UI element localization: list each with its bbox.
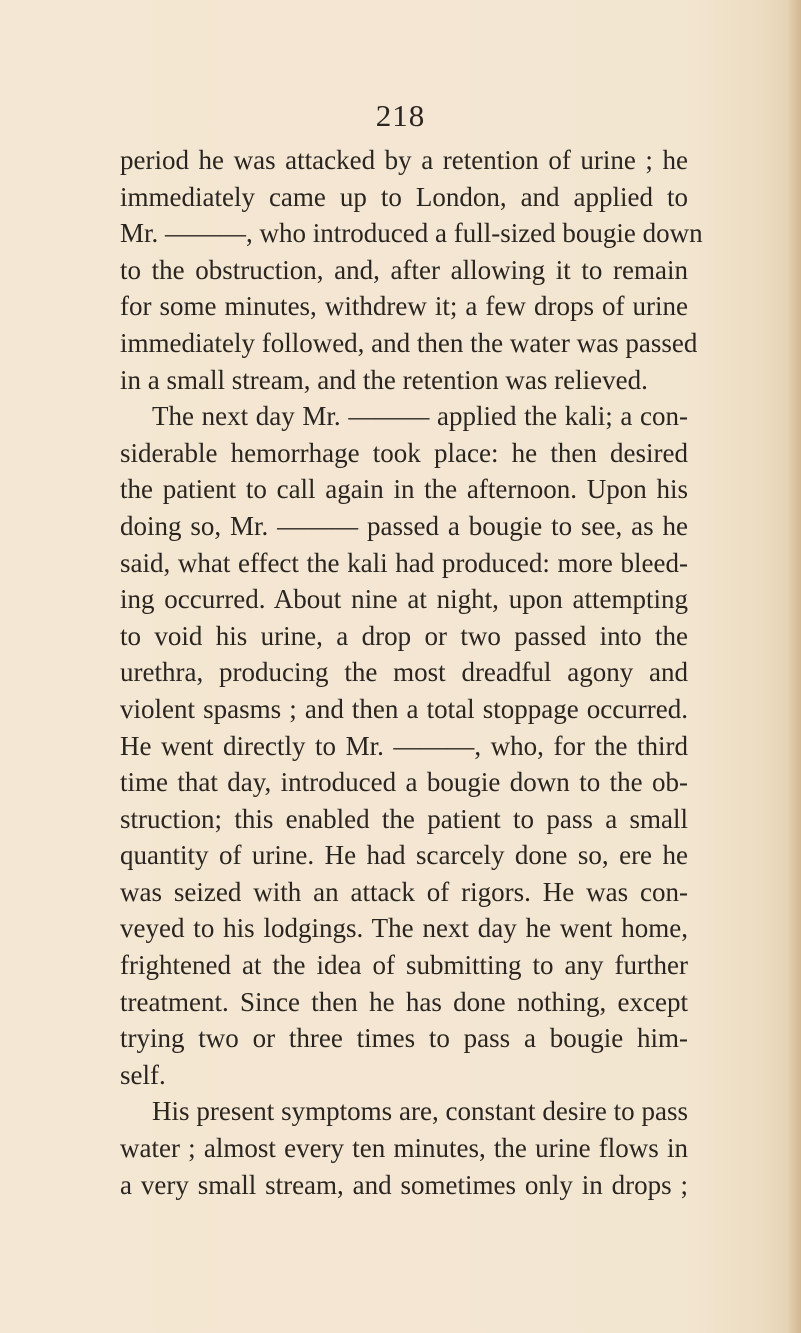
page-number: 218 — [375, 98, 426, 133]
text-line: He went directly to Mr. ———, who, for the third — [120, 730, 688, 761]
text-line: immediately followed, and then the water was passed — [120, 327, 698, 358]
text-line: frightened at the idea of submitting to any further — [120, 950, 688, 981]
text-line: self. — [120, 1059, 166, 1090]
text-line: period he was attacked by a retention of urine ; he — [120, 145, 688, 175]
text-line: a very small stream, and sometimes only in drops ; — [120, 1169, 688, 1200]
text-line: trying two or three times to pass a bougie him- — [120, 1023, 688, 1054]
text-line: said, what effect the kali had produced: more bleed- — [120, 547, 688, 578]
text-line: ing occurred. About nine at night, upon attempting — [120, 584, 688, 615]
body-text — [120, 142, 703, 1203]
text-line: immediately came up to London, and applied to — [120, 181, 688, 212]
text-line: veyed to his lodgings. The next day he went home, — [120, 913, 688, 944]
text-line: Mr. ———, who introduced a full-sized bougie down — [120, 218, 703, 249]
text-line: siderable hemorrhage took place: he then desired — [120, 437, 688, 468]
text-line: to the obstruction, and, after allowing it to remain — [120, 254, 688, 285]
text-line: the patient to call again in the afternoon. Upon his — [120, 474, 688, 505]
text-line: to void his urine, a drop or two passed into the — [120, 620, 688, 651]
text-line: for some minutes, withdrew it; a few drops of urine — [120, 291, 688, 322]
text-line: treatment. Since then he has done nothing, except — [120, 986, 688, 1017]
text-line: urethra, producing the most dreadful agony and — [120, 657, 688, 688]
page-edge-shadow — [787, 0, 801, 1333]
text-line: violent spasms ; and then a total stoppage occurred. — [120, 693, 688, 724]
text-line: water ; almost every ten minutes, the urine flows in — [120, 1133, 688, 1164]
text-line: struction; this enabled the patient to pass a small — [120, 803, 688, 834]
text-line: The next day Mr. ——— applied the kali; a con- — [152, 401, 688, 432]
text-line: His present symptoms are, constant desire to pass — [152, 1096, 688, 1127]
text-line: doing so, Mr. ——— passed a bougie to see, as he — [120, 510, 688, 541]
text-line: quantity of urine. He had scarcely done so, ere he — [120, 840, 688, 871]
text-line: was seized with an attack of rigors. He was con- — [120, 876, 688, 907]
text-line: in a small stream, and the retention was relieved. — [120, 364, 648, 395]
text-line: time that day, introduced a bougie down to the ob- — [120, 767, 688, 798]
